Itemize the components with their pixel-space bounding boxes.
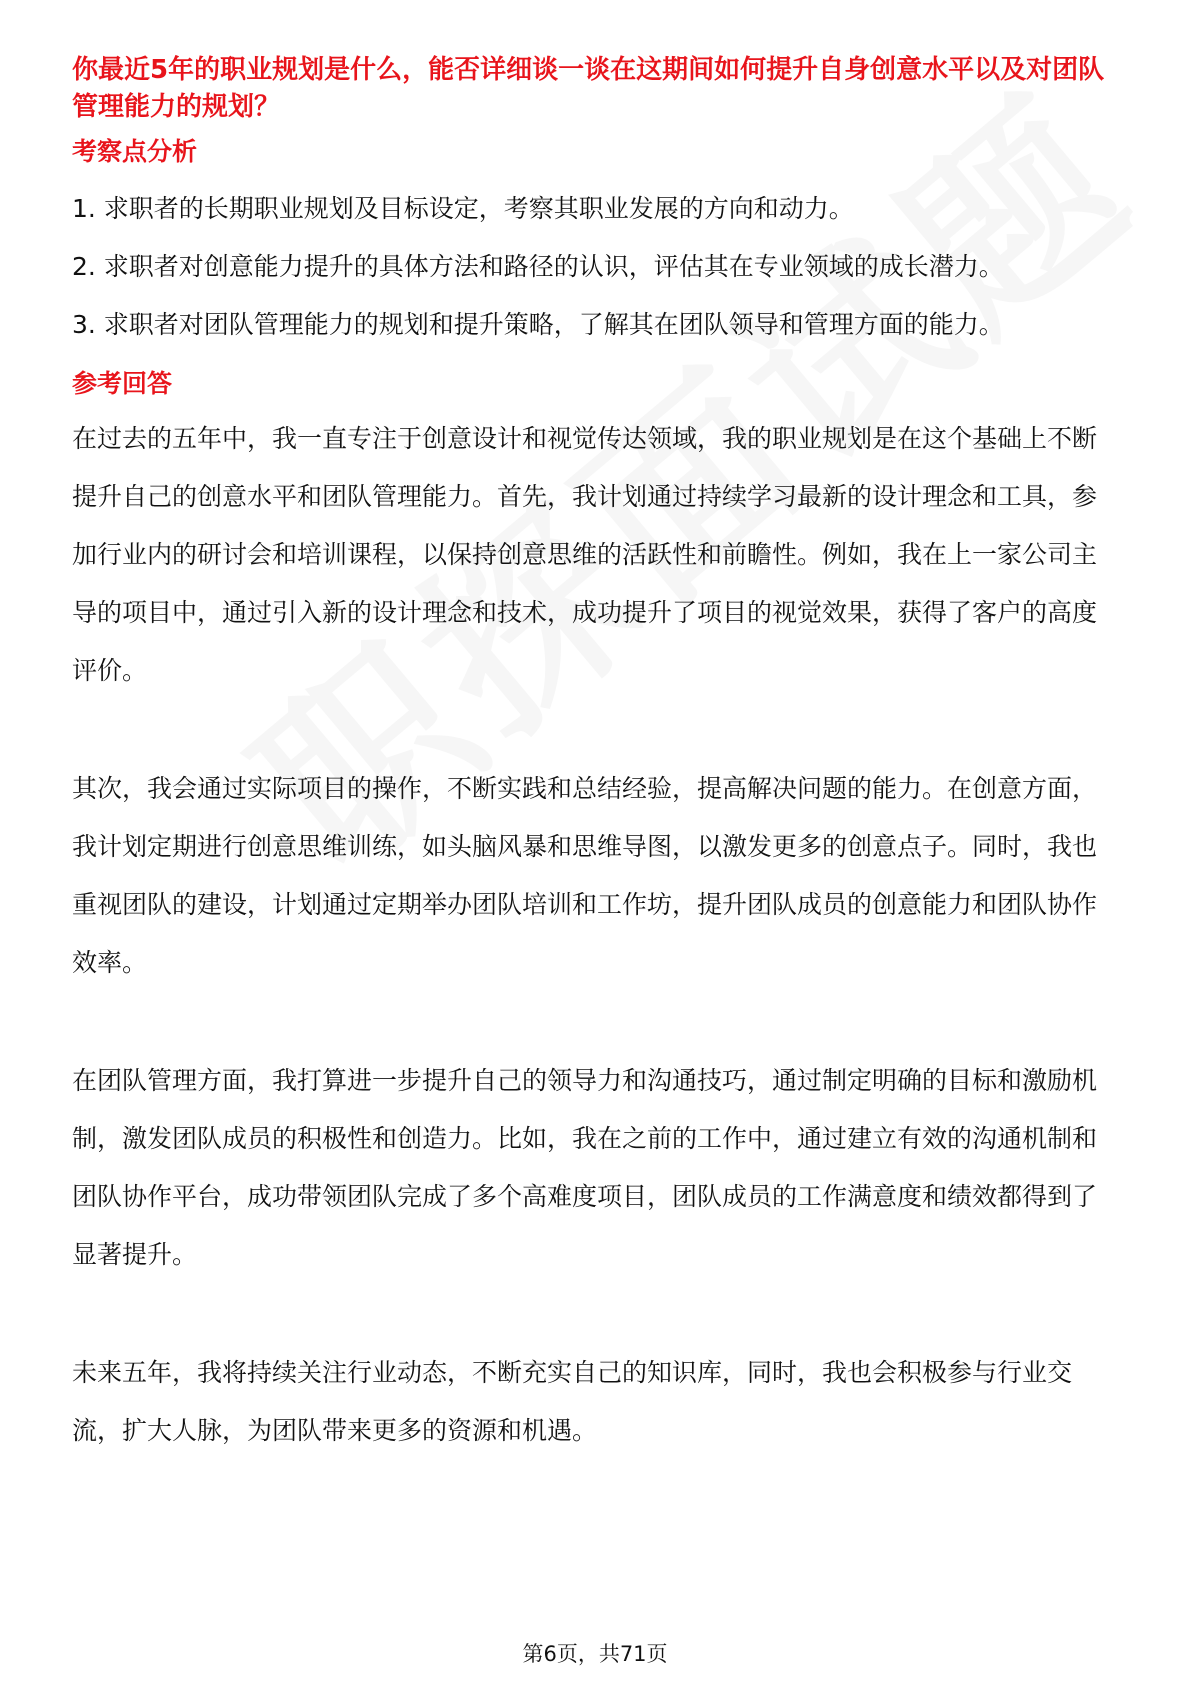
page-number-footer: 第6页，共71页: [522, 1642, 668, 1666]
analysis-heading: 考察点分析: [72, 137, 198, 166]
question-title: 你最近5年的职业规划是什么，能否详细谈一谈在这期间如何提升自身创意水平以及对团队管理能力的规划？: [72, 55, 1105, 122]
analysis-points: [72, 180, 1118, 354]
answer-paragraph-2: 其次，我会通过实际项目的操作，不断实践和总结经验，提高解决问题的能力。在创意方面，我计划定期进行创意思维训练，如头脑风暴和思维导图，以激发更多的创意点子。同时，我也重视团队的建设，计划通过定期举办团队培训和工作坊，提升团队成员的创意能力和团队协作效率。: [72, 774, 1098, 977]
answer-paragraph-3: 在团队管理方面，我打算进一步提升自己的领导力和沟通技巧，通过制定明确的目标和激励机制，激发团队成员的积极性和创造力。比如，我在之前的工作中，通过建立有效的沟通机制和团队协作平台，成功带领团队完成了多个高难度项目，团队成员的工作满意度和绩效都得到了显著提升。: [72, 1066, 1098, 1269]
answer-paragraph-4: 未来五年，我将持续关注行业动态，不断充实自己的知识库，同时，我也会积极参与行业交流，扩大人脉，为团队带来更多的资源和机遇。: [72, 1358, 1073, 1445]
answer-paragraph-1: 在过去的五年中，我一直专注于创意设计和视觉传达领域，我的职业规划是在这个基础上不断提升自己的创意水平和团队管理能力。首先，我计划通过持续学习最新的设计理念和工具，参加行业内的研讨会和培训课程，以保持创意思维的活跃性和前瞻性。例如，我在上一家公司主导的项目中，通过引入新的设计理念和技术，成功提升了项目的视觉效果，获得了客户的高度评价。: [72, 424, 1098, 685]
answer-heading: 参考回答: [72, 369, 173, 398]
analysis-point-2: 2. 求职者对创意能力提升的具体方法和路径的认识，评估其在专业领域的成长潜力。: [72, 252, 1004, 281]
analysis-point-3: 3. 求职者对团队管理能力的规划和提升策略，了解其在团队领导和管理方面的能力。: [72, 310, 1004, 339]
answer-body: [72, 410, 1118, 1460]
document-page: [72, 52, 1118, 1460]
analysis-point-1: 1. 求职者的长期职业规划及目标设定，考察其职业发展的方向和动力。: [72, 194, 854, 223]
